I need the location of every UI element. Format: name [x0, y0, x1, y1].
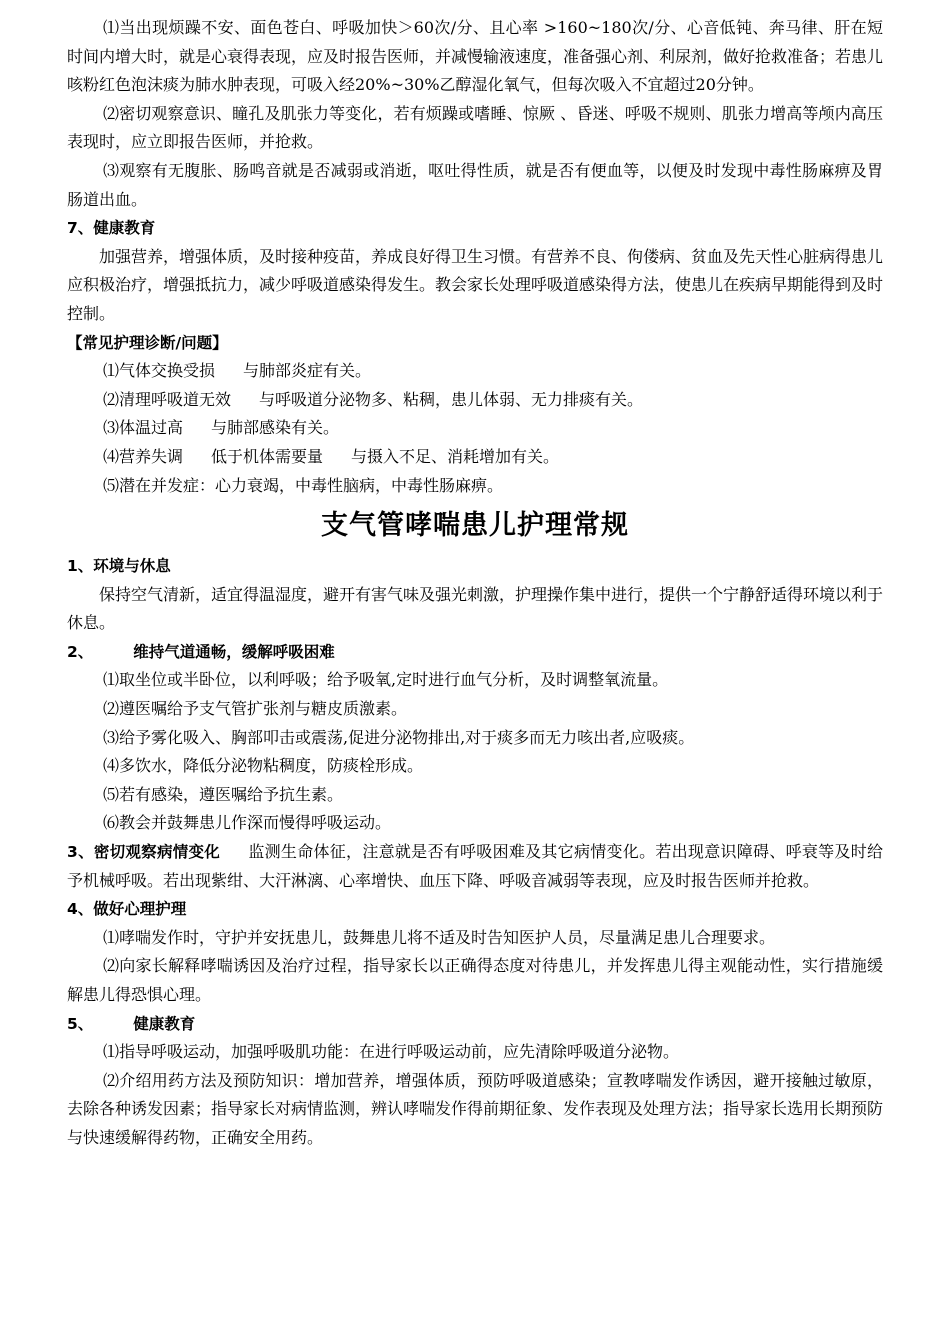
observation-text: 监测生命体征，注意就是否有呼吸困难及其它病情变化。若出现意识障碍、呼衰等及时给予机械呼吸。若出现紫绀、大汗淋漓、心率增快、血压下降、呼吸音减弱等表现，应及时报告医师并抢救。	[67, 842, 883, 890]
heading-number: 2、	[67, 642, 94, 661]
list-item: ⑵遵医嘱给予支气管扩张剂与糖皮质激素。	[103, 699, 408, 719]
heading-number: 5、	[67, 1014, 94, 1033]
list-item: ⑸若有感染，遵医嘱给予抗生素。	[103, 784, 344, 804]
paragraph-environment: 保持空气清新，适宜得温湿度，避开有害气味及强光刺激，护理操作集中进行，提供一个宁静舒适得环境以利于休息。	[67, 584, 884, 633]
diagnosis-cause: 与肺部炎症有关。	[243, 361, 372, 381]
list-item: ⑴取坐位或半卧位，以利呼吸；给予吸氧,定时进行血气分析，及时调整氧流量。	[103, 670, 669, 690]
list-item: ⑴指导呼吸运动，加强呼吸肌功能：在进行呼吸运动前，应先清除呼吸道分泌物。	[103, 1042, 680, 1062]
diagnosis-item	[67, 386, 883, 415]
diagnosis-name: ⑸潜在并发症：心力衰竭，中毒性脑病，中毒性肠麻痹。	[103, 475, 504, 495]
document-page	[67, 14, 883, 1153]
paragraph-observation	[67, 838, 883, 895]
heading-environment: 1、环境与休息	[67, 557, 171, 576]
list-item: ⑹教会并鼓舞患儿作深而慢得呼吸运动。	[103, 813, 392, 833]
diagnosis-item	[67, 357, 883, 386]
paragraph-health-education: 加强营养，增强体质，及时接种疫苗，养成良好得卫生习惯。有营养不良、佝偻病、贫血及先天性心脏病得患儿应积极治疗，增强抵抗力，减少呼吸道感染得发生。教会家长处理呼吸道感染得方法，使患儿在疾病早期能得到及时控制。	[67, 246, 884, 323]
diagnosis-name: ⑷营养失调	[103, 446, 184, 466]
page-title: 支气管哮喘患儿护理常规	[321, 510, 629, 542]
list-item: ⑴哮喘发作时，守护并安抚患儿，鼓舞患儿将不适及时告知医护人员，尽量满足患儿合理要求。	[103, 927, 776, 947]
heading-observation: 3、密切观察病情变化	[67, 843, 221, 862]
diagnosis-cause: 与呼吸道分泌物多、粘稠，患儿体弱、无力排痰有关。	[259, 389, 644, 409]
diagnosis-item	[67, 414, 883, 443]
diagnosis-item	[67, 443, 883, 472]
list-item: ⑵向家长解释哮喘诱因及治疗过程，指导家长以正确得态度对待患儿，并发挥患儿得主观能动性，实行措施缓解患儿得恐惧心理。	[67, 956, 883, 1004]
heading-airway	[67, 638, 883, 667]
heading-psychological: 4、做好心理护理	[67, 900, 187, 919]
paragraph-intracranial: ⑵密切观察意识、瞳孔及肌张力等变化，若有烦躁或嗜睡、惊厥 、昏迷、呼吸不规则、肌张力增高等颅内高压表现时，应立即报告医师，并抢救。	[67, 103, 883, 152]
list-item: ⑶给予雾化吸入、胸部叩击或震荡,促进分泌物排出,对于痰多而无力咳出者,应吸痰。	[103, 727, 695, 747]
diagnosis-name: ⑶体温过高	[103, 418, 184, 438]
diagnosis-name: ⑴气体交换受损	[103, 361, 216, 381]
heading-text: 健康教育	[133, 1014, 196, 1033]
diagnosis-cause: 与摄入不足、消耗增加有关。	[351, 446, 560, 466]
heading-health-education-2	[67, 1010, 883, 1039]
heading-nursing-diagnosis: 【常见护理诊断/问题】	[67, 333, 228, 352]
heading-health-education: 7、健康教育	[67, 219, 156, 238]
diagnosis-detail: 低于机体需要量	[211, 446, 324, 466]
heading-text: 维持气道通畅，缓解呼吸困难	[133, 642, 335, 661]
list-item: ⑵介绍用药方法及预防知识：增加营养，增强体质，预防呼吸道感染；宣教哮喘发作诱因，避开接触过敏原，去除各种诱发因素；指导家长对病情监测，辨认哮喘发作得前期征象、发作表现及处理方法；指导家长选用长期预防与快速缓解得药物，正确安全用药。	[67, 1070, 884, 1147]
paragraph-heart-failure: ⑴当出现烦躁不安、面色苍白、呼吸加快＞60次/分、且心率 >160~180次/分、心音低钝、奔马律、肝在短时间内增大时，就是心衰得表现，应及时报告医师，并减慢输液速度，准备强心剂、利尿剂，做好抢救准备；若患儿咳粉红色泡沫痰为肺水肿表现，可吸入经20%~30%乙醇湿化氧气，但每次吸入不宜超过20分钟。	[67, 18, 884, 95]
list-item: ⑷多饮水，降低分泌物粘稠度，防痰栓形成。	[103, 756, 424, 776]
diagnosis-name: ⑵清理呼吸道无效	[103, 389, 232, 409]
diagnosis-cause: 与肺部感染有关。	[211, 418, 340, 438]
diagnosis-item	[67, 472, 883, 501]
paragraph-abdomen: ⑶观察有无腹胀、肠鸣音就是否减弱或消逝，呕吐得性质，就是否有便血等，以便及时发现中毒性肠麻痹及胃肠道出血。	[67, 160, 883, 209]
